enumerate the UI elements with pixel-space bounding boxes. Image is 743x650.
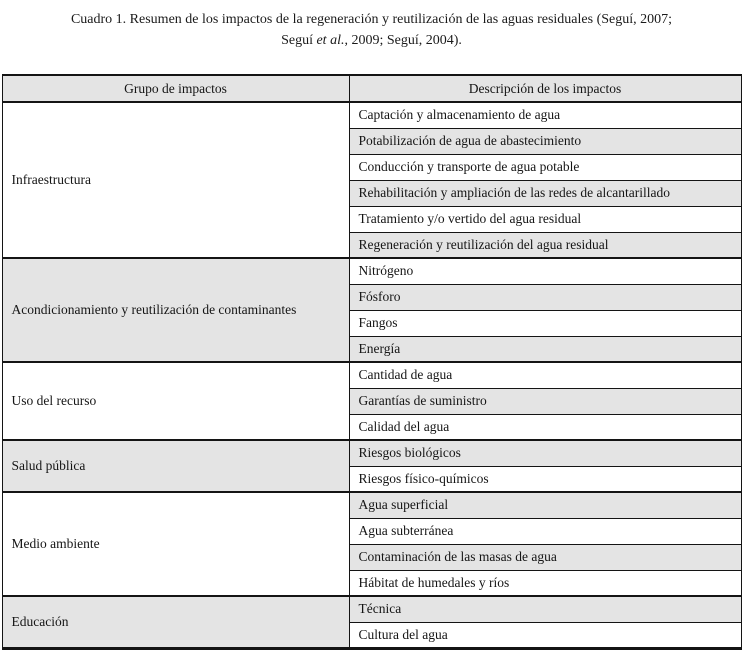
group-cell-medio-ambiente: Medio ambiente bbox=[2, 492, 349, 596]
item-cell: Regeneración y reutilización del agua residual bbox=[349, 232, 741, 258]
impacts-table bbox=[2, 74, 742, 650]
item-cell: Potabilización de agua de abastecimiento bbox=[349, 128, 741, 154]
item-cell: Energía bbox=[349, 336, 741, 362]
table-row bbox=[2, 440, 741, 466]
item-cell: Nitrógeno bbox=[349, 258, 741, 284]
item-cell: Técnica bbox=[349, 596, 741, 622]
column-header-grupo: Grupo de impactos bbox=[2, 75, 349, 102]
caption-line-2-prefix: Seguí bbox=[281, 33, 317, 48]
table-caption bbox=[0, 0, 743, 51]
table-row bbox=[2, 258, 741, 284]
table-row bbox=[2, 362, 741, 388]
item-cell: Conducción y transporte de agua potable bbox=[349, 154, 741, 180]
group-cell-acondicionamiento: Acondicionamiento y reutilización de contaminantes bbox=[2, 258, 349, 362]
item-cell: Tratamiento y/o vertido del agua residual bbox=[349, 206, 741, 232]
item-cell: Riesgos físico-químicos bbox=[349, 466, 741, 492]
caption-line-2 bbox=[0, 30, 743, 51]
header-row bbox=[2, 75, 741, 102]
item-cell: Cantidad de agua bbox=[349, 362, 741, 388]
item-cell: Garantías de suministro bbox=[349, 388, 741, 414]
item-cell: Captación y almacenamiento de agua bbox=[349, 102, 741, 128]
table-row bbox=[2, 492, 741, 518]
group-cell-infraestructura: Infraestructura bbox=[2, 102, 349, 258]
table-row bbox=[2, 596, 741, 622]
item-cell: Hábitat de humedales y ríos bbox=[349, 570, 741, 596]
caption-et-al: et al. bbox=[316, 33, 345, 48]
item-cell: Agua subterránea bbox=[349, 518, 741, 544]
item-cell: Calidad del agua bbox=[349, 414, 741, 440]
item-cell: Fangos bbox=[349, 310, 741, 336]
item-cell: Contaminación de las masas de agua bbox=[349, 544, 741, 570]
item-cell: Fósforo bbox=[349, 284, 741, 310]
caption-line-1: Cuadro 1. Resumen de los impactos de la regeneración y reutilización de las aguas residuales (Seguí, 2007; bbox=[70, 12, 673, 27]
item-cell: Riesgos biológicos bbox=[349, 440, 741, 466]
item-cell: Agua superficial bbox=[349, 492, 741, 518]
group-cell-educacion: Educación bbox=[2, 596, 349, 648]
column-header-descripcion: Descripción de los impactos bbox=[349, 75, 741, 102]
caption-line-2-suffix: , 2009; Seguí, 2004). bbox=[344, 33, 462, 48]
item-cell: Cultura del agua bbox=[349, 622, 741, 648]
table-row bbox=[2, 102, 741, 128]
group-cell-uso-del-recurso: Uso del recurso bbox=[2, 362, 349, 440]
group-cell-salud-publica: Salud pública bbox=[2, 440, 349, 492]
item-cell: Rehabilitación y ampliación de las redes de alcantarillado bbox=[349, 180, 741, 206]
